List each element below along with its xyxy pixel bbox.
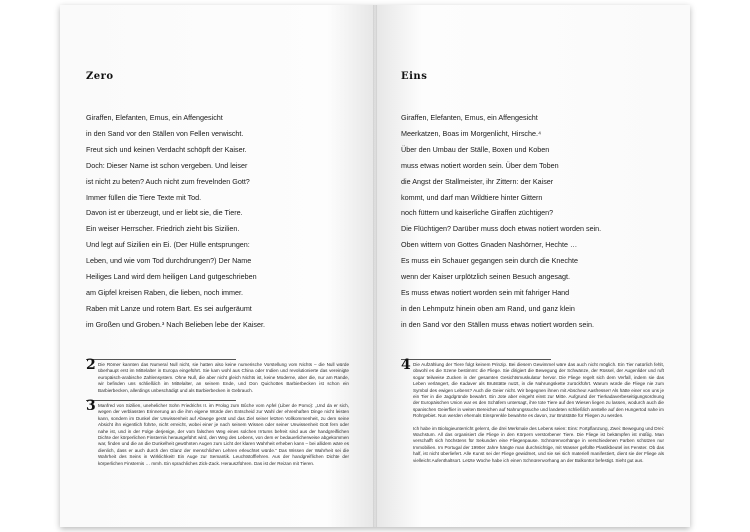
poem-line: Leben, und wie vom Tod durchdrungen?) Der Name (86, 256, 252, 266)
poem-line: Die Flüchtigen? Darüber muss doch etwas notiert worden sein. (401, 224, 602, 234)
open-booklet (60, 5, 690, 527)
poem-line: kommt, und darf man Wildtiere hinter Gittern (401, 192, 543, 202)
poem-line: am Gipfel kreisen Raben, die lieben, noch immer. (86, 287, 244, 297)
poem-line: Freut sich und keinen Verdacht schöpft der Kaiser. (86, 144, 247, 154)
right-poem (401, 110, 601, 333)
poem-line: ist nicht zu beten? Auch nicht zum frevelnden Gott? (86, 176, 250, 186)
footnote-number: 3 (86, 398, 96, 415)
footnote (86, 359, 349, 394)
right-footnotes (401, 359, 664, 470)
footnote-number: 4 (401, 357, 411, 373)
poem-line: Es muss etwas notiert worden sein mit fahriger Hand (401, 287, 570, 297)
footnote-rule (86, 359, 236, 360)
poem-line: muss etwas notiert worden sein. Über dem Toben (401, 160, 559, 170)
footnote-text: Die Aufzählung der Tiere folgt keinem Prinzip. Bei diesem Gewimmel wäre das auch nicht möglich. Ein Tier natürlich fehlt, obwohl es die Szene bestimmt: die Fliege. Sie dirigiert die Bewegung der Schwänze, der Rüssel, der Augenlider und ruft sogar teilweise Zucken in der gesamten Gesichtsmuskulatur hervor. Die Fliege regelt sich dem Verfall, indem sie das Leben verlängert, die Kadaver als Brutstätte nutzt, in die Nahrungskette zurückführt. Warum würde die Fliege nie zum Symbol des ewigen Lebens? Auch die Geier nicht. Wir begegnen ihnen mit Abscheu! Aasfresser! Als hätte einer von uns je ein Tier in die Jagdgründe bewahrt. Ein Jote aber eingeht einst zur Mitte. Aufgrund der Tierkadaverbeseitigungsordnung der Europäischen Union war es den Schäfern untersagt, ihre tote Tiere auf den Wiesen liegen zu lassen, wodurch auch die spanischen Geierflier in weiten Bereichen auf Nahrungssuche und landeten schließlich anstelle auf den Hungertod nahe im Rohrgebiet. Nun werden ehemals Einsprenkle bewahrte es davon, zur Brutstätte für Fliegen zu werden. (413, 362, 664, 419)
left-footnotes (86, 359, 349, 473)
footnote-number: 2 (86, 357, 96, 373)
poem-line: Über den Umbau der Ställe, Boxen und Koben (401, 144, 550, 154)
footnote-rule (86, 400, 236, 401)
poem-line: Doch: Dieser Name ist schon vergeben. Und leiser (86, 160, 248, 170)
footnote (86, 400, 349, 467)
poem-line: Oben wittern von Gottes Gnaden Nashörner, Hechte … (401, 240, 578, 250)
poem-line: im Großen und Groben.³ Nach Belieben lebe der Kaiser. (86, 319, 265, 329)
left-poem (86, 110, 265, 333)
left-page-title: Zero (86, 71, 114, 82)
poem-line: Davon ist er überzeugt, und er liebt sie, die Tiere. (86, 208, 243, 218)
poem-line: die Angst der Stallmeister, ihr Zittern: der Kaiser (401, 176, 554, 186)
footnote (401, 359, 664, 420)
poem-line: Raben mit Lanze und rotem Bart. Es sei aufgeräumt (86, 303, 252, 313)
poem-line: Meerkatzen, Boas im Morgenlicht, Hirsche.⁴ (401, 128, 542, 138)
right-page-title: Eins (401, 71, 428, 82)
poem-line: Es muss ein Schauer gegangen sein durch die Knechte (401, 256, 579, 266)
poem-line: in den Sand vor den Ställen von Fellen verwischt. (86, 128, 244, 138)
poem-line: in den Lehmputz hinein oben am Rand, und ganz klein (401, 303, 575, 313)
footnote-text: Die Römer kannten das Numeral Null nicht, sie hatten also keine numerische Vorstellung vom Nichts – die Null würde überhaupt erst im Mittelalter in Europa eingeführt. Sie kam wohl aus China oder Indien und revolutionierte das vereinigte europäisch-arabische Zahlensystem. Ohne Null, die aber nicht gleich Nichts ist, keine Moderne, aber die, nur am Rande, wir befinden uns schließlich im Mittelalter, an seinem Ende, und Don Quichottes Barbierbecken ist schon ein Barbierbecken, allerdings unbeschädigt und als Barbierbecken in Gebrauch. (98, 362, 349, 393)
poem-line: Giraffen, Elefanten, Emus, ein Affengesicht (86, 113, 223, 122)
book-spine (373, 5, 377, 527)
footnote-text: Ich habe im Biologieunterricht gelernt, die drei Merkmale des Lebens seien: Eins: Fortpflanzung, Zwei: Bewegung und Drei: Wachstum. All das organisiert die Fliege in den Körpern verstorbener Tiere. Die Fliege ist bekämpfen ist müßig. Man verschafft sich höchstens für Sekunden eine Fliegenpause. Schnürenvorhänge in verschiedenen Farben schützen nur Immobilien. Im Portugal der 1990er Jahre hängte man durchsichtige, mit Wasser gefüllte Plastikbeutel ins Fenster. Ob das half, ist nicht überliefert. Alle Kunst sei der Fliege gewidmet, und sie sei sich materiell manifestiert, dient sie der Fliege als vielleicht Aufenthaltsort. Letzte Woche habe ich einen Schnürenvorhang an der Balkontür befestigt. Sieht gut aus. (413, 425, 664, 463)
poem-line: Immer füllen die Tiere Texte mit Tod. (86, 192, 202, 202)
poem-line: noch füttern und kaiserliche Giraffen züchtigen? (401, 208, 554, 218)
left-page (60, 5, 375, 527)
footnote (401, 426, 664, 464)
poem-line: in den Sand vor den Ställen muss etwas notiert worden sein. (401, 319, 594, 329)
right-page (375, 5, 690, 527)
poem-line: wenn der Kaiser urplötzlich seinen Besuch angesagt. (401, 272, 571, 282)
poem-line: Und legt auf Sizilien ein Ei. (Der Hülle entsprungen: (86, 240, 250, 250)
poem-line: Heiliges Land wird dem heiligen Land gutgeschrieben (86, 272, 257, 282)
poem-line: Giraffen, Elefanten, Emus, ein Affengesicht (401, 113, 538, 122)
footnote-rule (401, 359, 551, 360)
poem-line: Ein weiser Herrscher. Friedrich zieht bis Sizilien. (86, 224, 240, 234)
footnote-text: Manfred von Sizilien, unehelicher Sohn Friedrichs II. im Prolog zum Bûche vom Apfel (Liber de Pomo): „Und da er sich, wegen der verblassten Erinnerung an die ihm eigene Würde den Entscheid zur Wahl der ehrenhaften Dinge nicht leisten kann, sondern im Dunkel der Unwissenheit auf Abwege gerät und das Ziel seiner letzten Vollkommenheit, zu dem seine Absicht ihn eigentlich führte, nicht erreicht, wobei einer je nach seinem Wissen oder seiner Unwissenheit Gott fern oder nahe ist, und in der Folge derjenige, der vom falschen Weg eines solchen Irrtums befreit sind aus der handgreiflichen Dichte der körperlichen Finsternis herausgeführt wird, den Weg des Lebens, von dem er bedauerlicherweise abgekommen war, finden und die an die Dunkelheit gewöhnten Augen zum Licht der klaren Wahrheit erheben kann – bei allidem wäre es dienlich, dass er auch durch den Glanz der menschlichen Lehren erleuchtet würde.“ Das Wissen der Wahrheit sei die Wahrheit des Seins in Wirklichkeit! Ein Auge zur Semantik. Leuchtstofflehren. Aus der handgreiflichen Dichte der körperlichen Finsternis … mmh. Ein sprachliches Zick-Zack. Herauszführen. Das ist der Reizan mit Tieren. (98, 403, 349, 466)
